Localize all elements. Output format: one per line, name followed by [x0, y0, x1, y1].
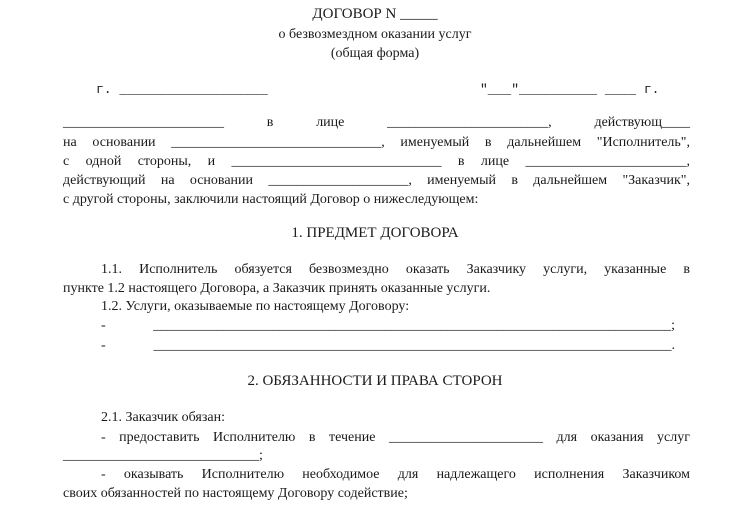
document-subtitle-form: (общая форма): [330, 46, 420, 61]
party-line: с другой стороны, заключили настоящий Договор о нижеследующем:: [63, 192, 479, 207]
section-heading-2: 2. ОБЯЗАННОСТИ И ПРАВА СТОРОН: [247, 373, 503, 389]
clause-1-2: 1.2. Услуги, оказываемые по настоящему Договору:: [101, 299, 410, 314]
party-line: _______________________ в лице _______________________, действующ____: [63, 115, 690, 130]
clause-2-1-item: - предоставить Исполнителю в течение ______________________ для оказания услуг: [101, 430, 690, 445]
party-line: с одной стороны, и ______________________________ в лице _______________________,: [63, 154, 690, 169]
service-blank-2: - __________________________________________________________________________.: [101, 338, 675, 353]
party-line: на основании ______________________________, именуемый в дальнейшем "Исполнитель",: [63, 135, 690, 150]
party-line: действующий на основании ____________________, именуемый в дальнейшем "Заказчик",: [63, 173, 690, 188]
clause-2-1-item: - оказывать Исполнителю необходимое для надлежащего исполнения Заказчиком: [101, 467, 690, 482]
clause-2-1: 2.1. Заказчик обязан:: [101, 410, 225, 425]
document-subtitle: о безвозмездном оказании услуг: [278, 27, 472, 42]
city-line: г. ___________________: [96, 82, 268, 97]
date-line: "___"__________ ____ г.: [480, 82, 660, 97]
clause-2-1-item-continued: своих обязанностей по настоящему Договору содействие;: [63, 486, 408, 501]
clause-1-1-continued: пункте 1.2 настоящего Договора, а Заказчик принять оказанные услуги.: [63, 281, 491, 296]
section-heading-1: 1. ПРЕДМЕТ ДОГОВОРА: [291, 225, 459, 241]
document-title: ДОГОВОР N _____: [312, 6, 438, 22]
service-blank-1: - __________________________________________________________________________;: [101, 318, 675, 333]
clause-2-1-item-continued: ____________________________;: [63, 448, 263, 463]
clause-1-1: 1.1. Исполнитель обязуется безвозмездно оказать Заказчику услуги, указанные в: [101, 262, 690, 277]
